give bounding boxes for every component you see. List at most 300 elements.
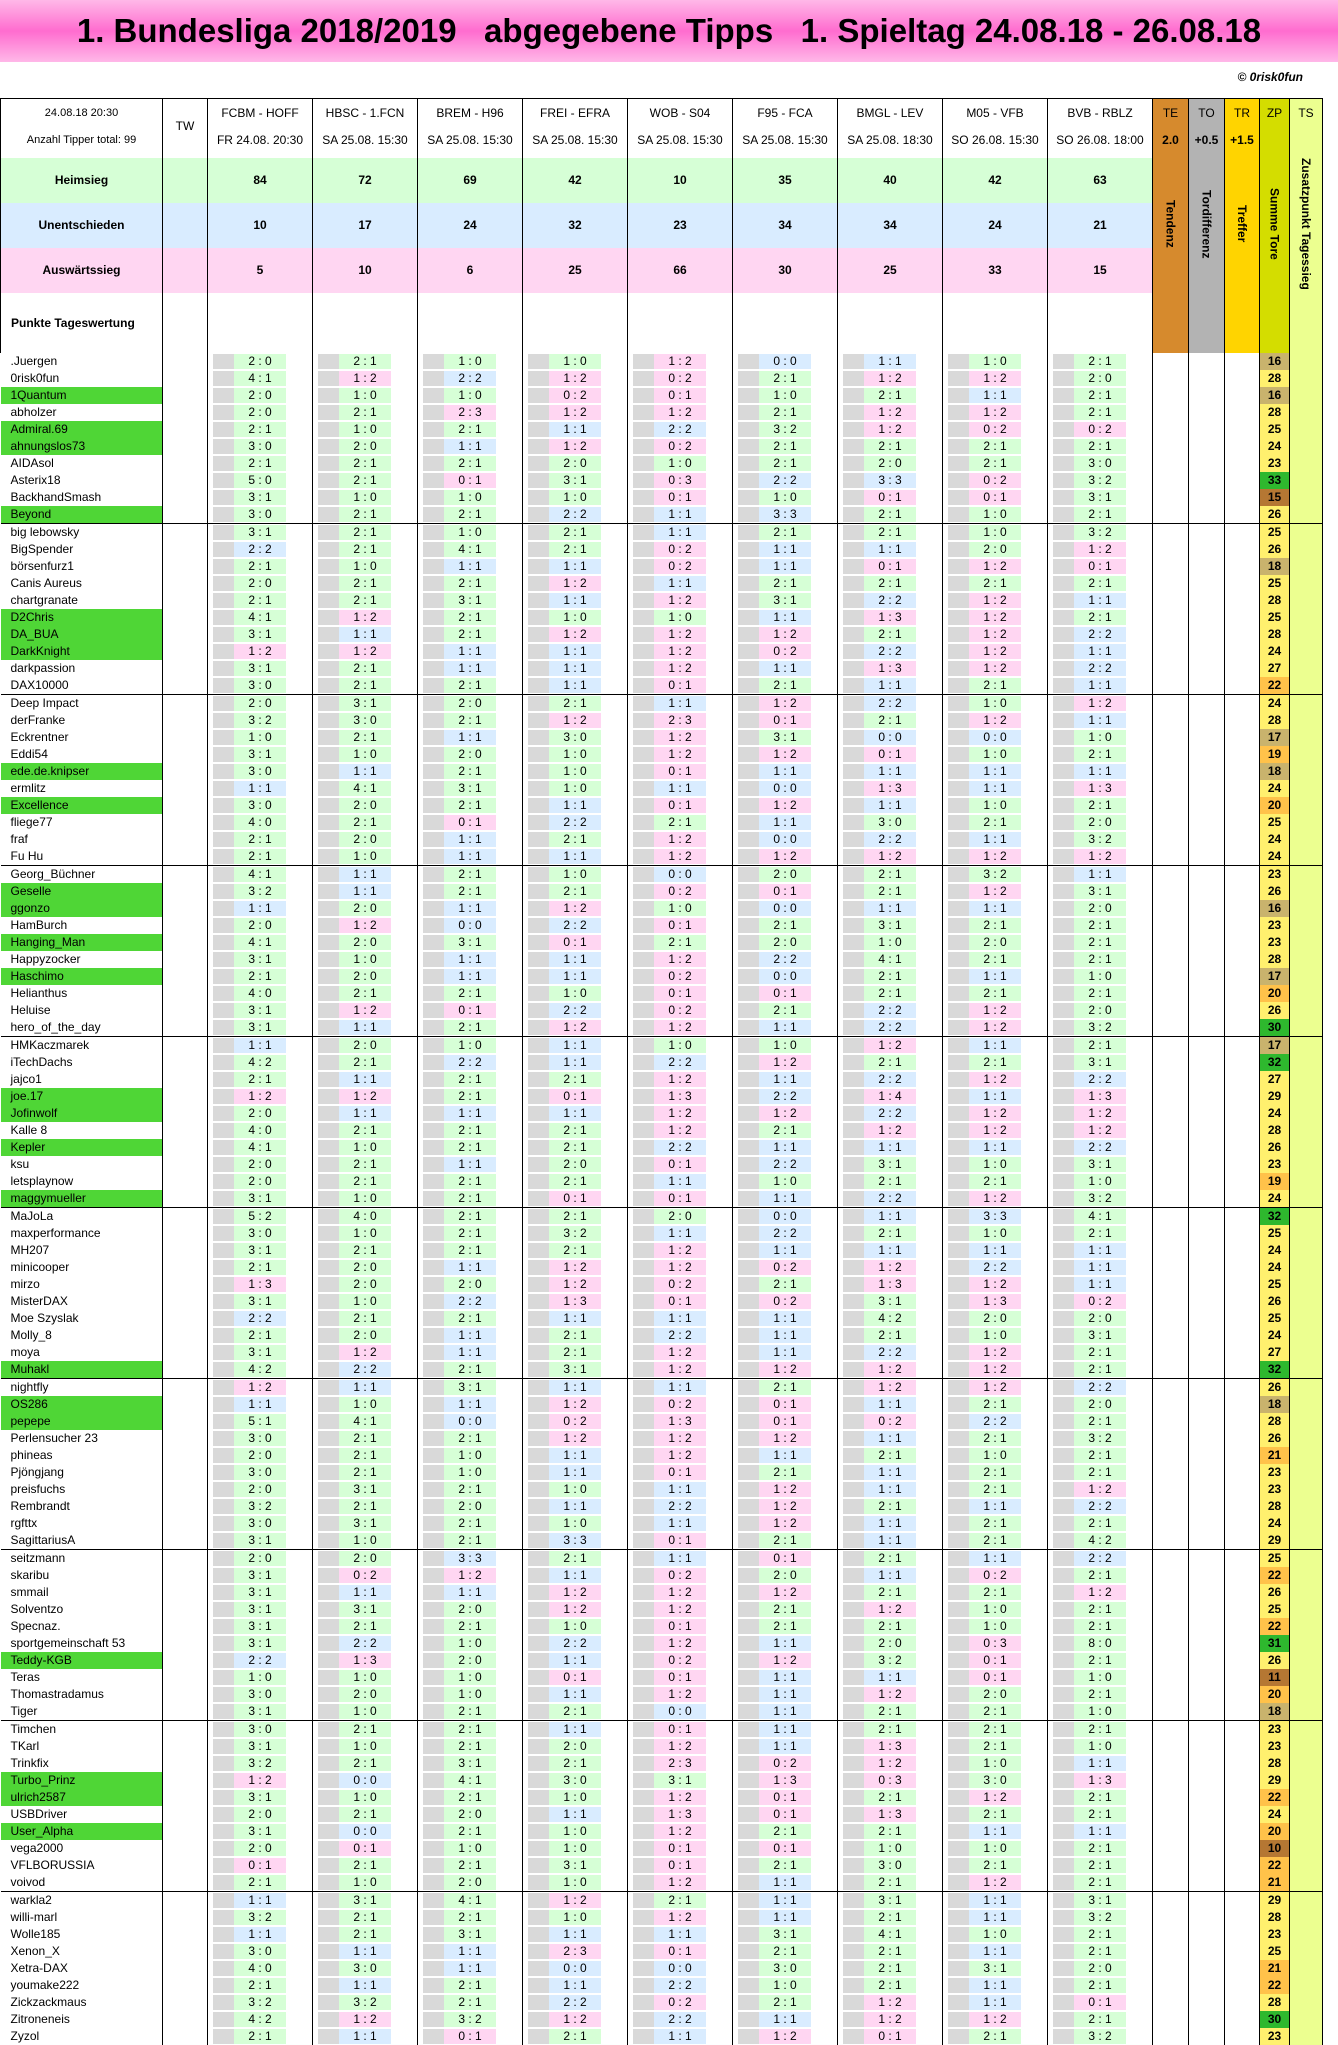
tip-score: 0 : 0 <box>444 918 496 933</box>
player-name[interactable]: Teddy-KGB <box>1 1652 163 1669</box>
tip-bar-right <box>496 1311 517 1326</box>
tip-bar-left <box>423 1414 444 1429</box>
tip-bar-right <box>1126 1072 1147 1087</box>
player-name[interactable]: Fu Hu <box>1 848 163 866</box>
tip-score-box <box>1053 490 1147 505</box>
zp-value: 20 <box>1260 797 1290 814</box>
player-name[interactable]: Geselle <box>1 883 163 900</box>
player-name[interactable]: 1Quantum <box>1 387 163 404</box>
tip-cell <box>208 1225 313 1242</box>
player-name[interactable]: 0risk0fun <box>1 370 163 387</box>
tip-cell <box>943 1378 1048 1396</box>
tip-cell <box>313 951 418 968</box>
tip-bar-left <box>528 422 549 437</box>
tip-cell <box>523 455 628 472</box>
tip-score: 2 : 1 <box>444 1020 496 1035</box>
tip-score: 1 : 2 <box>654 1875 706 1890</box>
tip-score-box <box>318 1362 412 1377</box>
tip-bar-left <box>738 525 759 540</box>
tip-score: 2 : 1 <box>234 1260 286 1275</box>
tip-bar-right <box>391 1687 412 1702</box>
tip-score-box <box>318 559 412 574</box>
player-name[interactable]: Eckrentner <box>1 729 163 746</box>
tip-score-box <box>318 678 412 693</box>
tip-bar-left <box>213 1448 234 1463</box>
tip-score-box <box>423 1841 517 1856</box>
tip-cell <box>1048 1738 1153 1755</box>
player-name[interactable]: ulrich2587 <box>1 1789 163 1806</box>
tip-score-box <box>738 1294 832 1309</box>
player-name[interactable]: nightfly <box>1 1378 163 1396</box>
tip-score: 2 : 0 <box>444 1277 496 1292</box>
player-name[interactable]: smmail <box>1 1584 163 1601</box>
tip-bar-left <box>318 593 339 608</box>
player-name[interactable]: Hanging_Man <box>1 934 163 951</box>
tip-cell <box>418 1122 523 1139</box>
tip-score-box <box>1053 1602 1147 1617</box>
tip-score-box <box>423 713 517 728</box>
player-name[interactable]: rgfttx <box>1 1515 163 1532</box>
player-name[interactable]: ede.de.knipser <box>1 763 163 780</box>
extra-to-cell <box>1189 917 1225 934</box>
zp-value: 28 <box>1260 370 1290 387</box>
player-name[interactable]: Trinkfix <box>1 1755 163 1772</box>
tip-score: 2 : 1 <box>339 1448 391 1463</box>
tip-score: 2 : 2 <box>1074 1551 1126 1566</box>
tip-score-box <box>843 388 937 403</box>
player-name[interactable]: ermlitz <box>1 780 163 797</box>
player-name[interactable]: DarkKnight <box>1 643 163 660</box>
player-name[interactable]: Solventzo <box>1 1601 163 1618</box>
tip-score-box <box>318 593 412 608</box>
player-name[interactable]: Moe Szyslak <box>1 1310 163 1327</box>
player-name[interactable]: maggymueller <box>1 1190 163 1208</box>
tip-bar-right <box>811 832 832 847</box>
tw-cell <box>163 353 208 370</box>
tip-cell <box>418 1686 523 1703</box>
tip-score: 2 : 0 <box>234 405 286 420</box>
player-name[interactable]: Haschimo <box>1 968 163 985</box>
tip-score-box <box>423 1362 517 1377</box>
tip-score-box <box>423 901 517 916</box>
tip-score: 1 : 1 <box>759 1722 811 1737</box>
tip-score-box <box>528 1636 622 1651</box>
tip-score-box <box>633 371 727 386</box>
tip-bar-right <box>811 1722 832 1737</box>
tip-cell <box>1048 694 1153 712</box>
player-name[interactable]: Perlensucher 23 <box>1 1430 163 1447</box>
tip-score: 1 : 1 <box>864 1431 916 1446</box>
tip-bar-left <box>423 1157 444 1172</box>
tip-score: 0 : 1 <box>654 1670 706 1685</box>
tip-bar-right <box>916 1226 937 1241</box>
tip-cell <box>1048 712 1153 729</box>
player-name[interactable]: abholzer <box>1 404 163 421</box>
player-name[interactable]: HMKaczmarek <box>1 1036 163 1054</box>
tip-score-box <box>633 576 727 591</box>
tip-score: 0 : 1 <box>654 986 706 1001</box>
player-name[interactable]: Beyond <box>1 506 163 524</box>
tip-bar-left <box>423 610 444 625</box>
zp-value: 24 <box>1260 438 1290 455</box>
player-name[interactable]: Wolle185 <box>1 1926 163 1943</box>
player-name[interactable]: seitzmann <box>1 1549 163 1567</box>
player-name[interactable]: Kalle 8 <box>1 1122 163 1139</box>
player-name[interactable]: BigSpender <box>1 541 163 558</box>
tip-score-box <box>423 1602 517 1617</box>
player-name[interactable]: MH207 <box>1 1242 163 1259</box>
tip-score: 1 : 0 <box>339 1140 391 1155</box>
extra-to-cell <box>1189 1225 1225 1242</box>
tip-bar-right <box>496 1636 517 1651</box>
tip-bar-left <box>843 1551 864 1566</box>
player-name[interactable]: Pjöngjang <box>1 1464 163 1481</box>
tip-cell <box>1048 1310 1153 1327</box>
extra-tr-cell <box>1225 387 1260 404</box>
tip-cell <box>838 814 943 831</box>
tip-bar-left <box>948 1123 969 1138</box>
tip-bar-right <box>916 952 937 967</box>
player-name[interactable]: maxperformance <box>1 1225 163 1242</box>
tip-cell <box>628 472 733 489</box>
player-name[interactable]: chartgranate <box>1 592 163 609</box>
player-name[interactable]: fraf <box>1 831 163 848</box>
player-name[interactable]: hero_of_the_day <box>1 1019 163 1037</box>
extra-te-cell <box>1153 1207 1189 1225</box>
tip-bar-left <box>633 1756 654 1771</box>
tip-bar-right <box>1126 456 1147 471</box>
tip-bar-left <box>843 490 864 505</box>
player-name[interactable]: Admiral.69 <box>1 421 163 438</box>
tip-score-box <box>843 1773 937 1788</box>
player-name[interactable]: skaribu <box>1 1567 163 1584</box>
tip-score-box <box>843 696 937 711</box>
tip-bar-left <box>528 576 549 591</box>
player-name[interactable]: .Juergen <box>1 353 163 370</box>
tip-bar-left <box>738 490 759 505</box>
ts-cell <box>1290 1293 1323 1310</box>
tip-score: 0 : 0 <box>759 832 811 847</box>
player-name[interactable]: Rembrandt <box>1 1498 163 1515</box>
tip-bar-right <box>811 1704 832 1719</box>
tip-score: 2 : 1 <box>444 1722 496 1737</box>
tip-bar-right <box>1126 986 1147 1001</box>
tip-bar-right <box>1021 696 1042 711</box>
player-name[interactable]: Tiger <box>1 1703 163 1721</box>
tip-cell <box>943 1498 1048 1515</box>
tip-score: 2 : 0 <box>444 1875 496 1890</box>
tip-score: 2 : 1 <box>444 576 496 591</box>
player-name[interactable]: Jofinwolf <box>1 1105 163 1122</box>
tip-score: 1 : 1 <box>339 884 391 899</box>
tip-score-box <box>528 422 622 437</box>
tip-bar-right <box>496 1499 517 1514</box>
tip-bar-right <box>706 986 727 1001</box>
tip-bar-left <box>528 696 549 711</box>
tip-score: 2 : 0 <box>444 747 496 762</box>
tip-score: 2 : 0 <box>759 867 811 882</box>
tip-bar-right <box>1126 918 1147 933</box>
tip-score: 3 : 1 <box>234 1345 286 1360</box>
tip-score-box <box>423 371 517 386</box>
player-name[interactable]: TKarl <box>1 1738 163 1755</box>
zp-value: 28 <box>1260 1122 1290 1139</box>
tip-score: 1 : 1 <box>1074 593 1126 608</box>
tip-score: 1 : 0 <box>339 1191 391 1206</box>
tip-bar-right <box>706 1875 727 1890</box>
tip-bar-left <box>318 1910 339 1925</box>
player-name[interactable]: Helianthus <box>1 985 163 1002</box>
player-name[interactable]: ggonzo <box>1 900 163 917</box>
tip-score-box <box>738 1653 832 1668</box>
tw-cell <box>163 370 208 387</box>
tip-score: 4 : 1 <box>234 1140 286 1155</box>
tip-bar-right <box>1126 422 1147 437</box>
extra-tr-cell <box>1225 1122 1260 1139</box>
tip-score: 2 : 1 <box>339 473 391 488</box>
player-name[interactable]: Thomastradamus <box>1 1686 163 1703</box>
player-name[interactable]: USBDriver <box>1 1806 163 1823</box>
player-name[interactable]: derFranke <box>1 712 163 729</box>
player-name[interactable]: Molly_8 <box>1 1327 163 1344</box>
tip-score-box <box>738 1482 832 1497</box>
ts-cell <box>1290 575 1323 592</box>
tip-score-box <box>1053 1722 1147 1737</box>
tip-bar-left <box>318 713 339 728</box>
player-name[interactable]: ksu <box>1 1156 163 1173</box>
tip-bar-left <box>633 1773 654 1788</box>
tip-score: 1 : 2 <box>1074 1585 1126 1600</box>
tip-bar-right <box>391 1362 412 1377</box>
tip-score-box <box>633 507 727 522</box>
tip-score: 2 : 1 <box>549 1140 601 1155</box>
player-name[interactable]: minicooper <box>1 1259 163 1276</box>
tip-cell <box>313 694 418 712</box>
tip-cell <box>628 387 733 404</box>
tip-bar-right <box>811 952 832 967</box>
tip-score-box <box>948 1380 1042 1395</box>
table-row <box>1 1549 1323 1567</box>
player-name[interactable]: willi-marl <box>1 1909 163 1926</box>
player-name[interactable]: voivod <box>1 1874 163 1892</box>
tip-score-box <box>633 730 727 745</box>
tip-score: 2 : 2 <box>864 1191 916 1206</box>
player-name[interactable]: D2Chris <box>1 609 163 626</box>
tip-cell <box>838 1344 943 1361</box>
tip-score: 2 : 1 <box>1074 1448 1126 1463</box>
extra-tr-cell <box>1225 1156 1260 1173</box>
tip-bar-right <box>1021 354 1042 369</box>
tip-score: 2 : 1 <box>234 969 286 984</box>
player-name[interactable]: letsplaynow <box>1 1173 163 1190</box>
tip-score: 2 : 2 <box>759 1226 811 1241</box>
tip-bar-right <box>391 1636 412 1651</box>
tip-bar-right <box>1021 1875 1042 1890</box>
tip-bar-left <box>213 1585 234 1600</box>
tip-score-box <box>213 918 307 933</box>
extra-to-cell <box>1189 626 1225 643</box>
tip-bar-left <box>213 1619 234 1634</box>
player-name[interactable]: BackhandSmash <box>1 489 163 506</box>
tip-score: 0 : 1 <box>654 1465 706 1480</box>
tip-cell <box>943 1703 1048 1721</box>
tip-bar-right <box>1126 1687 1147 1702</box>
player-name[interactable]: SagittariusA <box>1 1532 163 1550</box>
tip-cell <box>208 968 313 985</box>
tip-score: 2 : 0 <box>1074 815 1126 830</box>
player-name[interactable]: preisfuchs <box>1 1481 163 1498</box>
tip-bar-left <box>633 1875 654 1890</box>
tip-score-box <box>843 1072 937 1087</box>
tip-bar-right <box>706 1277 727 1292</box>
tip-bar-right <box>391 747 412 762</box>
player-name[interactable]: Excellence <box>1 797 163 814</box>
tip-bar-right <box>286 1260 307 1275</box>
tip-bar-left <box>948 1739 969 1754</box>
player-name[interactable]: warkla2 <box>1 1891 163 1909</box>
stats-tw-draw <box>163 203 208 248</box>
tip-cell <box>943 780 1048 797</box>
player-name[interactable]: Kepler <box>1 1139 163 1156</box>
extra-te-cell <box>1153 814 1189 831</box>
player-name[interactable]: Heluise <box>1 1002 163 1019</box>
tip-cell <box>208 541 313 558</box>
player-name[interactable]: Muhakl <box>1 1361 163 1379</box>
tip-cell <box>208 558 313 575</box>
player-name[interactable]: mirzo <box>1 1276 163 1293</box>
zp-value: 24 <box>1260 780 1290 797</box>
tip-bar-right <box>916 1773 937 1788</box>
tip-score: 0 : 1 <box>759 1414 811 1429</box>
tip-bar-left <box>423 1910 444 1925</box>
tip-cell <box>208 1413 313 1430</box>
tip-bar-right <box>916 1465 937 1480</box>
tip-cell <box>733 831 838 848</box>
extra-tr-cell <box>1225 831 1260 848</box>
player-name[interactable]: vega2000 <box>1 1840 163 1857</box>
tip-cell <box>1048 1105 1153 1122</box>
player-name[interactable]: MisterDAX <box>1 1293 163 1310</box>
player-name[interactable]: AIDAsol <box>1 455 163 472</box>
player-name[interactable]: Deep Impact <box>1 694 163 712</box>
tip-score-box <box>318 1106 412 1121</box>
player-name[interactable]: Happyzocker <box>1 951 163 968</box>
zp-value: 15 <box>1260 489 1290 506</box>
ts-cell <box>1290 404 1323 421</box>
tip-score: 1 : 2 <box>234 644 286 659</box>
tip-cell <box>733 1738 838 1755</box>
tip-bar-left <box>423 1362 444 1377</box>
tip-score-box <box>1053 1260 1147 1275</box>
player-name[interactable]: big lebowsky <box>1 523 163 541</box>
player-name[interactable]: iTechDachs <box>1 1054 163 1071</box>
tip-bar-left <box>738 747 759 762</box>
player-name[interactable]: Teras <box>1 1669 163 1686</box>
tip-cell <box>1048 1122 1153 1139</box>
player-name[interactable]: Timchen <box>1 1720 163 1738</box>
tip-score-box <box>1053 713 1147 728</box>
player-name[interactable]: DA_BUA <box>1 626 163 643</box>
player-name[interactable]: Asterix18 <box>1 472 163 489</box>
player-name[interactable]: joe.17 <box>1 1088 163 1105</box>
tip-score: 2 : 1 <box>339 1055 391 1070</box>
tip-bar-right <box>811 1414 832 1429</box>
tip-score-box <box>1053 1191 1147 1206</box>
tip-cell <box>943 729 1048 746</box>
player-name[interactable]: Georg_Büchner <box>1 865 163 883</box>
extra-tr-cell <box>1225 951 1260 968</box>
player-name[interactable]: HamBurch <box>1 917 163 934</box>
tip-score: 1 : 2 <box>969 713 1021 728</box>
player-name[interactable]: User_Alpha <box>1 1823 163 1840</box>
tip-score-box <box>738 610 832 625</box>
player-name[interactable]: Specnaz. <box>1 1618 163 1635</box>
tip-bar-right <box>286 678 307 693</box>
table-row <box>1 985 1323 1002</box>
player-name[interactable]: moya <box>1 1344 163 1361</box>
tip-cell <box>733 1618 838 1635</box>
player-name[interactable]: VFLBORUSSIA <box>1 1857 163 1874</box>
stats-draw-3: 32 <box>523 203 628 248</box>
tip-bar-left <box>1053 713 1074 728</box>
tip-score-box <box>528 1465 622 1480</box>
player-name[interactable]: Turbo_Prinz <box>1 1772 163 1789</box>
tip-score: 3 : 3 <box>444 1551 496 1566</box>
tip-bar-left <box>948 1448 969 1463</box>
tip-cell <box>208 1772 313 1789</box>
tip-cell <box>418 1019 523 1037</box>
tip-cell <box>628 763 733 780</box>
tip-bar-right <box>1021 1858 1042 1873</box>
tip-score-box <box>213 1072 307 1087</box>
player-name[interactable]: phineas <box>1 1447 163 1464</box>
tip-score: 3 : 1 <box>234 1020 286 1035</box>
player-name[interactable]: OS286 <box>1 1396 163 1413</box>
player-name[interactable]: darkpassion <box>1 660 163 677</box>
player-name[interactable]: sportgemeinschaft 53 <box>1 1635 163 1652</box>
player-name[interactable]: MaJoLa <box>1 1207 163 1225</box>
tip-score-box <box>423 1448 517 1463</box>
player-name[interactable]: jajco1 <box>1 1071 163 1088</box>
extra-te-cell <box>1153 1874 1189 1892</box>
tip-bar-left <box>633 1072 654 1087</box>
player-name[interactable]: pepepe <box>1 1413 163 1430</box>
player-name[interactable]: Canis Aureus <box>1 575 163 592</box>
player-name[interactable]: ahnungslos73 <box>1 438 163 455</box>
tip-cell <box>523 506 628 524</box>
points-match-4 <box>628 293 733 353</box>
player-name[interactable]: börsenfurz1 <box>1 558 163 575</box>
extra-te-cell <box>1153 1567 1189 1584</box>
stats-home-3: 42 <box>523 158 628 203</box>
tip-score-box <box>1053 1756 1147 1771</box>
tip-bar-right <box>1021 747 1042 762</box>
player-name[interactable]: DAX10000 <box>1 677 163 695</box>
tip-bar-left <box>738 1533 759 1548</box>
tip-bar-left <box>528 1636 549 1651</box>
tip-score: 2 : 1 <box>549 1072 601 1087</box>
tw-cell <box>163 1088 208 1105</box>
player-name[interactable]: fliege77 <box>1 814 163 831</box>
player-name[interactable]: Eddi54 <box>1 746 163 763</box>
tip-score: 2 : 1 <box>1074 1807 1126 1822</box>
tip-bar-left <box>213 1277 234 1292</box>
tip-score: 2 : 1 <box>444 1739 496 1754</box>
tip-bar-right <box>601 1653 622 1668</box>
tip-score: 2 : 1 <box>444 627 496 642</box>
tip-bar-right <box>286 1910 307 1925</box>
tip-bar-right <box>811 1653 832 1668</box>
